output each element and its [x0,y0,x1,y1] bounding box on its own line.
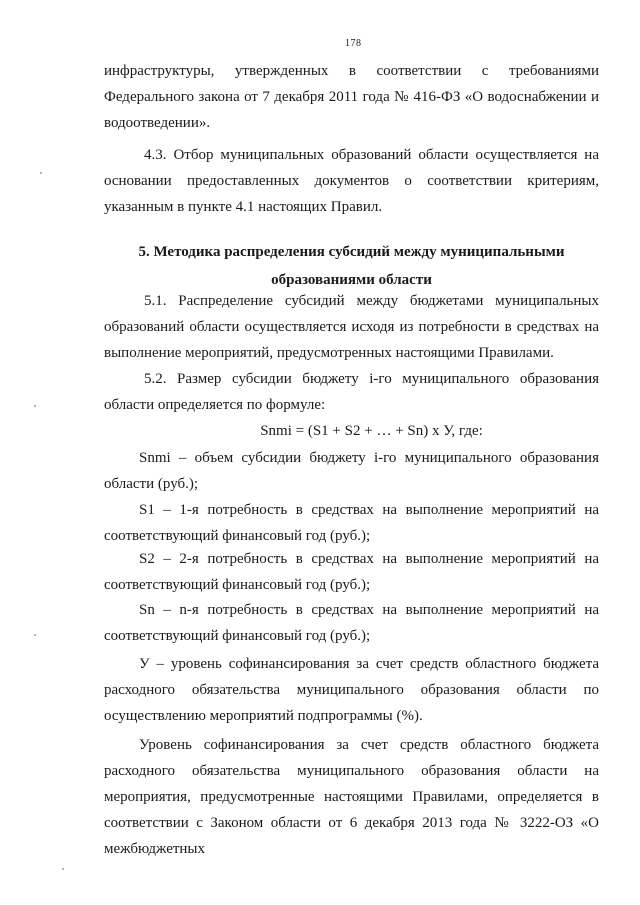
scan-speck [40,172,42,174]
paragraph-cofinancing-level: Уровень софинансирования за счет средств областного бюджета расходного обязательства муниципального образования области на мероприятия, предусмотренные настоящими Правилами, определяется в соответствии с Законом области от 6 декабря 2013 года № 3222-ОЗ «О межбюджетных [104,737,599,857]
scan-speck [34,405,36,407]
definition-u: У – уровень софинансирования за счет средств областного бюджета расходного обязательства муниципального образования области по осуществлению мероприятий подпрограммы (%). [104,656,599,724]
section-heading: 5. Методика распределения субсидий между муниципальными образованиями области [138,244,565,288]
formula: Snmi = (S1 + S2 + … + Sn) x У, где: [260,423,483,439]
page-number: 178 [345,38,362,49]
scan-speck [34,634,36,636]
paragraph-continuation: инфраструктуры, утвержденных в соответствии с требованиями Федерального закона от 7 декабря 2011 года № 416-ФЗ «О водоснабжении и водоотведении». [104,63,599,131]
definition-sn: Sn – n-я потребность в средствах на выполнение мероприятий на соответствующий финансовый год (руб.); [104,602,599,644]
definition-s2: S2 – 2-я потребность в средствах на выполнение мероприятий на соответствующий финансовый год (руб.); [104,551,599,593]
paragraph-4-3: 4.3. Отбор муниципальных образований области осуществляется на основании предоставленных документов о соответствии критериям, указанным в пункте 4.1 настоящих Правил. [104,147,599,215]
definition-snmi: Snmi – объем субсидии бюджету i-го муниципального образования области (руб.); [104,450,599,492]
paragraph-5-1: 5.1. Распределение субсидий между бюджетами муниципальных образований области осуществляется исходя из потребности в средствах на выполнение мероприятий, предусмотренных настоящими Правилами. [104,293,599,361]
paragraph-5-2: 5.2. Размер субсидии бюджету i-го муниципального образования области определяется по формуле: [104,371,599,413]
scan-speck [62,868,64,870]
definition-s1: S1 – 1-я потребность в средствах на выполнение мероприятий на соответствующий финансовый год (руб.); [104,502,599,544]
